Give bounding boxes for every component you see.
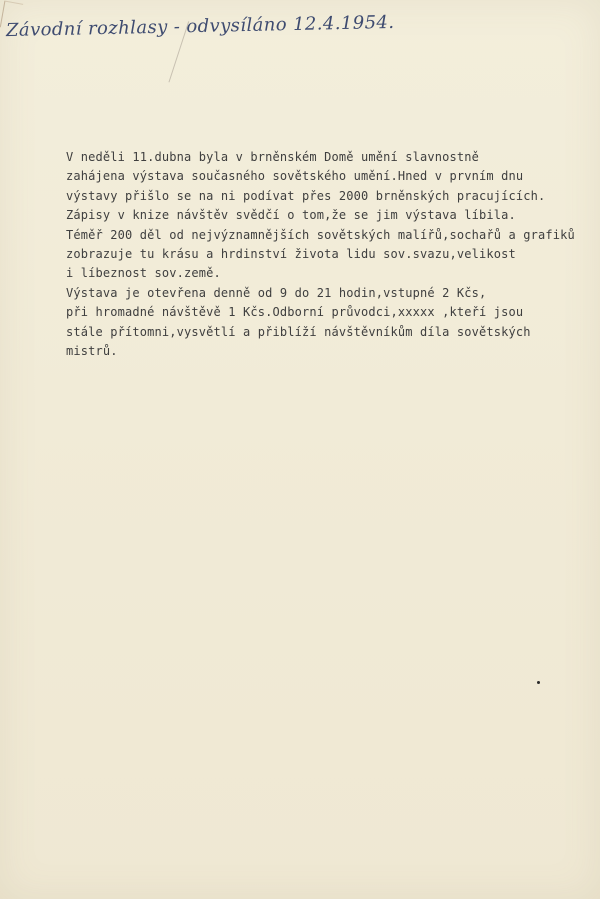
text-line: i líbeznost sov.země.: [66, 266, 221, 281]
text-line: Výstava je otevřena denně od 9 do 21 hodin,vstupné 2 Kčs,: [66, 285, 487, 300]
ink-dot: [537, 681, 540, 684]
text-line: zobrazuje tu krásu a hrdinství života lidu sov.svazu,velikost: [66, 247, 516, 262]
text-line: Zápisy v knize návštěv svědčí o tom,že se jim výstava líbila.: [66, 208, 516, 223]
text-line: stále přítomni,vysvětlí a přiblíží návštěvníkům díla sovětských: [66, 324, 531, 339]
text-line: mistrů.: [66, 344, 118, 359]
text-line: výstavy přišlo se na ni podívat přes 2000 brněnských pracujících.: [66, 188, 546, 203]
text-line: V neděli 11.dubna byla v brněnském Domě umění slavnostně: [66, 150, 479, 164]
typewritten-announcement: [66, 148, 586, 361]
text-line: při hromadné návštěvě 1 Kčs.Odborní průvodci,xxxxx ,kteří jsou: [66, 305, 524, 320]
text-line: Téměř 200 děl od nejvýznamnějších sovětských malířů,sochařů a grafiků: [66, 227, 575, 242]
text-line: zahájena výstava současného sovětského umění.Hned v prvním dnu: [66, 169, 524, 184]
handwritten-broadcast-note: Závodní rozhlasy - odvysíláno 12.4.1954.: [5, 11, 395, 42]
